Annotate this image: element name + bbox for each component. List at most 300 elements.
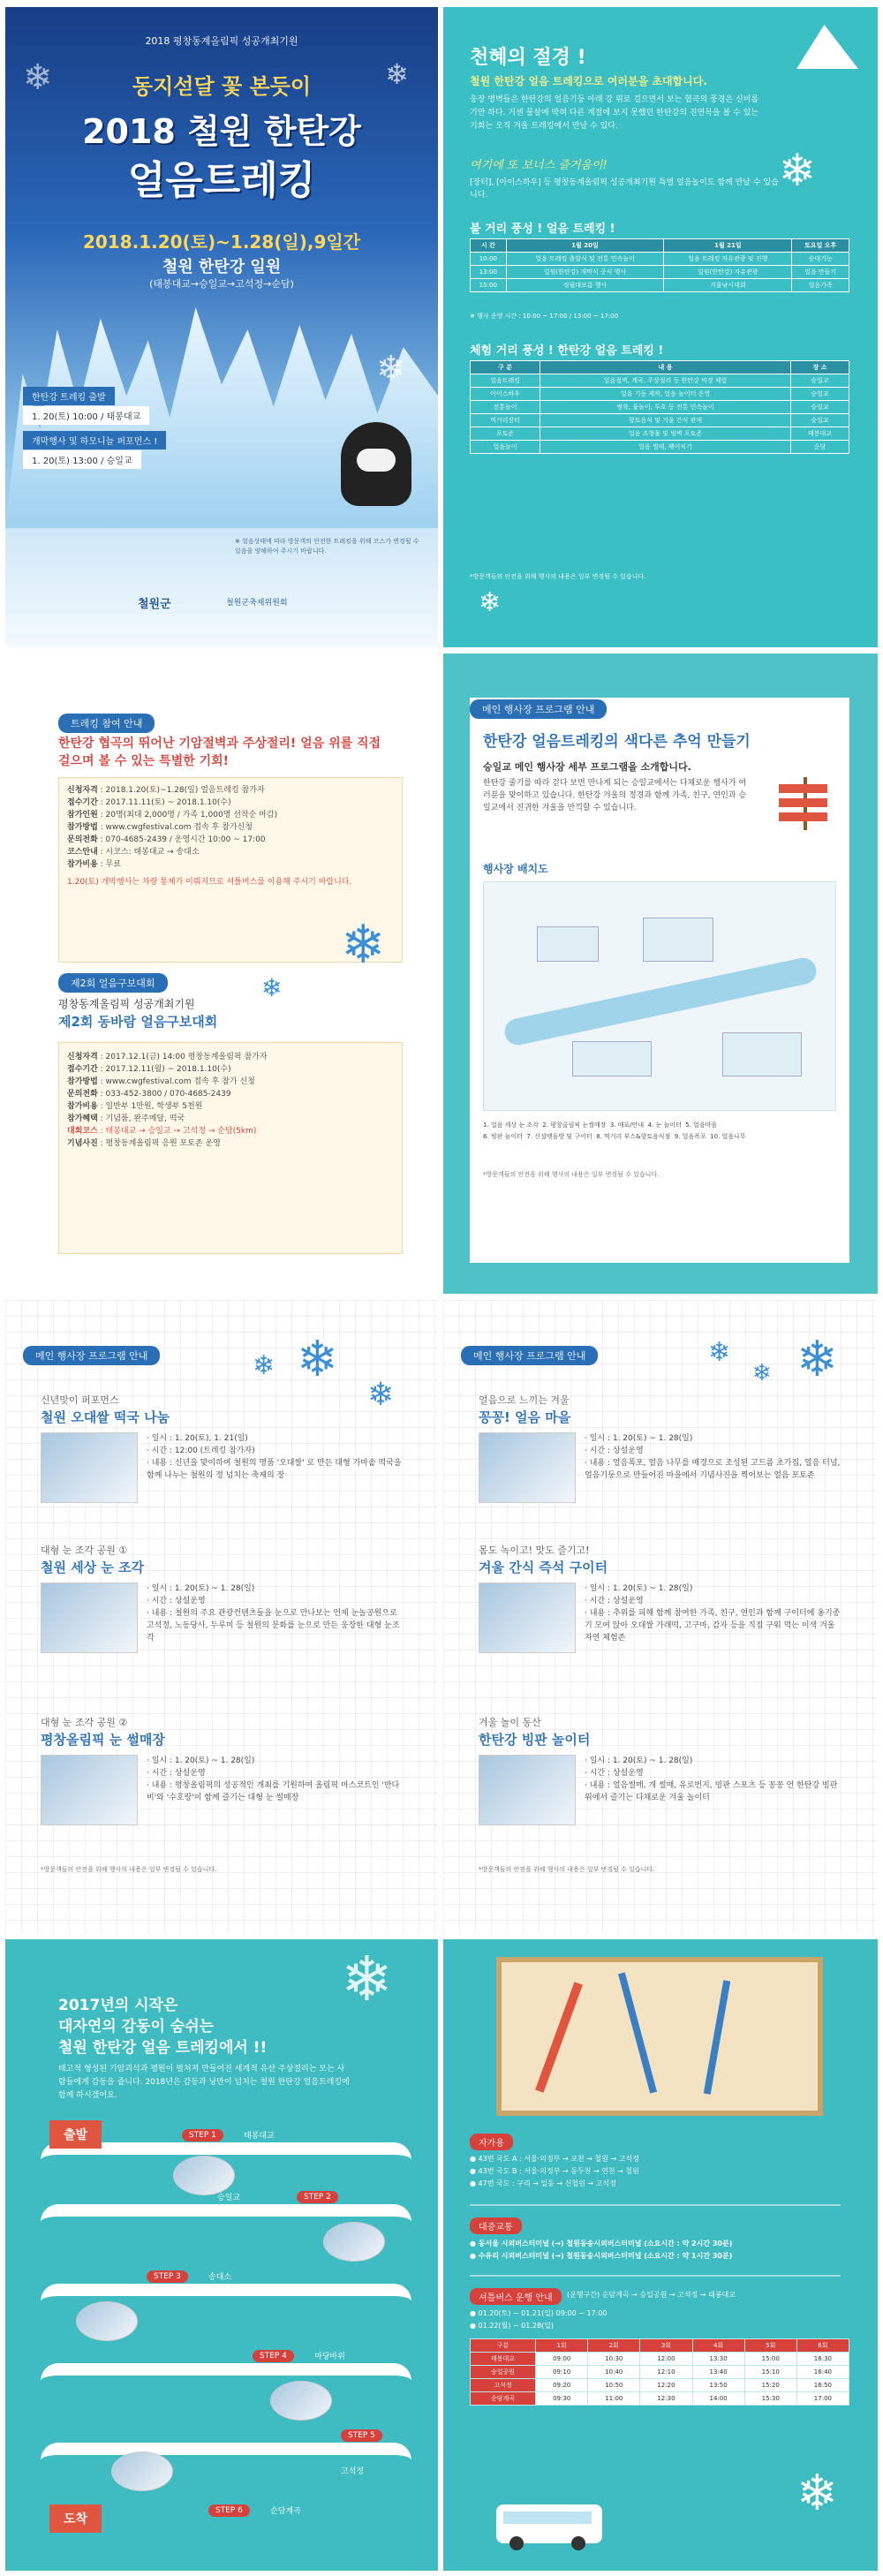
program-head-cell: 내 용 — [540, 361, 791, 374]
table-cell: 10:00 — [471, 253, 507, 266]
schedule-head-cell: 1월 20일 — [506, 239, 664, 253]
contest-row: 참가방법 : www.cwgfestival.com 접속 후 참가신청 — [67, 823, 253, 832]
events-left-tag-wrap — [23, 1346, 160, 1365]
shuttle-head-cell: 4회 — [692, 2339, 744, 2353]
event-line: · 내용 : 추위를 피해 함께 참여한 가족, 친구, 연인과 함께 구이터에 옹기종기 모여 앉아 오대쌀 가래떡, 고구마, 감자 등을 직접 구워 먹는 이색 겨울 자연 체험존 — [585, 1609, 841, 1643]
contest-row-label: 문의전화 — [67, 835, 98, 844]
schedule-head-cell: 1월 21일 — [664, 239, 792, 253]
event-line: · 내용 : 얼음썰매, 개 썰매, 유로번지, 빙판 스포츠 등 꽁꽁 언 한탄강 빙판 위에서 즐기는 다채로운 겨울 놀이터 — [585, 1781, 838, 1802]
table-cell: 승일교 — [790, 401, 849, 414]
cover-date: 2018.1.20(토)~1.28(일),9일간 — [82, 231, 361, 253]
bear-face — [357, 449, 396, 472]
site-map — [483, 881, 836, 1111]
cover-place: 철원 한탄강 일원 — [162, 258, 282, 276]
event-line: · 시간 : 상설운영 — [585, 1447, 644, 1455]
contest2-row-label: 기념사진 — [67, 1139, 98, 1148]
legend-item: 8. 먹거리 부스&향토음식점 — [596, 1133, 671, 1140]
legend-item: 7. 신설맷돌방 및 구이터 — [526, 1133, 592, 1140]
info-panel — [443, 1939, 878, 2571]
road-line — [618, 1972, 657, 2093]
contest2-row-label: 참가혜택 — [67, 1114, 98, 1123]
program-title: 체험 거리 풍성 ! 한탄강 얼음 트레킹 ! — [470, 344, 664, 358]
program-note: *방문객들의 안전을 위해 행사의 내용은 일부 변경될 수 있습니다. — [470, 573, 646, 580]
event-photo — [41, 1583, 138, 1653]
program-head-cell: 구 분 — [471, 361, 540, 374]
events-left-tag: 메인 행사장 프로그램 안내 — [23, 1346, 160, 1365]
cover-top-caption: 2018 평창동계올림픽 성공개최기원 — [145, 35, 298, 47]
route-step: STEP 5 — [341, 2429, 382, 2442]
legend-item: 9. 얼음폭포 — [674, 1133, 706, 1140]
event-line: · 시간 : 12:00 (트레킹 참가자) — [147, 1447, 255, 1455]
ceremony-label: 개막행사 및 하모니늘 퍼포먼스 ! — [23, 431, 166, 449]
table-cell: 17:00 — [796, 2392, 849, 2406]
shuttle-table — [470, 2338, 849, 2406]
route-start: 출발 — [49, 2120, 102, 2149]
host-logo-committee: 철원군축제위원회 — [226, 599, 288, 608]
table-cell: 쌍륙, 윷놀이, 투호 등 전통 민속놀이 — [540, 401, 791, 414]
route-photo — [111, 2451, 173, 2491]
table-row — [471, 253, 849, 266]
contest-headline: 한탄강 협곡의 뛰어난 기암절벽과 주상절리! 얼음 위를 직접 걸으며 볼 수 있는 특별한 기회! — [58, 737, 381, 768]
event-line: · 일시 : 1. 20(토) ~ 1. 28(일) — [585, 1584, 693, 1593]
ceremony-detail: 1. 20(토) 13:00 / 승일교 — [23, 450, 141, 469]
table-cell: 먹거리장터 — [471, 414, 540, 427]
legend-item: 6. 빙판 놀이터 — [483, 1133, 523, 1140]
contest2-row-value: 일반부 1만원, 학생부 5천원 — [105, 1102, 203, 1111]
legend-item: 5. 얼음마을 — [685, 1122, 718, 1129]
contest2-row-label: 접수기간 — [67, 1065, 98, 1074]
table-row — [471, 427, 849, 441]
event-line: · 시간 : 상설운영 — [585, 1769, 644, 1778]
direction-title: 자가용 — [470, 2134, 513, 2150]
contest-tag2-wrap — [58, 973, 168, 993]
shuttle-period: ● 01.20(토) ~ 01.21(일) 09:00 ~ 17:00 — [470, 2309, 608, 2317]
route-photo — [173, 2156, 235, 2195]
schedule-head-cell: 토요일 오후 — [792, 239, 849, 253]
table-cell: 얼음가족 — [792, 279, 849, 292]
contest2-row: 참가방법 : www.cwgfestival.com 접속 후 참가 신청 — [67, 1077, 255, 1086]
table-cell: 12:30 — [640, 2392, 692, 2406]
event-kicker: 대형 눈 조각 공원 ② — [41, 1717, 128, 1728]
event-line: · 내용 : 얼음폭포, 얼음 나무를 배경으로 조성된 고드름 초가집, 얼음 터널, 얼음기둥으로 만들어진 마을에서 기념사진을 찍어보는 얼음 포토존 — [585, 1459, 841, 1480]
route-photo — [323, 2222, 385, 2262]
table-cell: 09:30 — [536, 2392, 588, 2406]
map-body: 한탄강 줄기를 따라 걷다 보면 만나게 되는 승일교에서는 다채로운 행사가 여러분을 맞이하고 있습니다. 한탄강 겨울의 정경과 함께 가족, 친구, 연인과 승일교에서 진귀한 겨울을 만끽할 수 있습니다. — [483, 779, 747, 812]
event-line: · 일시 : 1. 20(토) ~ 1. 28(일) — [147, 1584, 255, 1593]
contest2-row-value: 기념품, 완주메달, 떡국 — [105, 1114, 185, 1123]
route-step: STEP 3 — [147, 2270, 188, 2283]
table-cell: 10:40 — [588, 2366, 640, 2379]
route-headline2: 대자연의 감동이 숨쉬는 — [58, 2018, 215, 2036]
event-title: 겨울 간식 즉석 구이터 — [479, 1560, 608, 1575]
contest-tag1: 트레킹 참여 안내 — [58, 714, 155, 733]
route-spot: 순담계곡 — [270, 2507, 301, 2516]
snowflake-icon: ❄ — [779, 145, 816, 196]
event-line: · 일시 : 1. 20(토) ~ 1. 28(일) — [585, 1756, 693, 1765]
table-cell: 얼음놀이 — [471, 441, 540, 454]
route-spot: 마당바위 — [314, 2353, 345, 2361]
contest2-row-label: 문의전화 — [67, 1090, 98, 1099]
event-line: · 내용 : 신년을 맞이하여 철원의 명품 '오대쌀' 로 만든 대형 가마솥 떡국을 함께 나누는 철원의 정 넘치는 축제의 장 — [147, 1459, 402, 1480]
table-row — [471, 374, 849, 388]
contest-row: 코스안내 : 시코스: 태봉대교 → 송대소 — [67, 848, 200, 857]
event-line: · 일시 : 1. 20(토), 1. 21(일) — [147, 1434, 248, 1443]
snowflake-icon: ❄ — [341, 1943, 393, 2015]
intro-cursive: 여기에 또 보너스 즐거움이! — [470, 159, 608, 172]
cover-title-line2: 얼음트레킹 — [127, 158, 316, 203]
table-row — [471, 2366, 849, 2379]
table-cell: 15:10 — [744, 2366, 796, 2379]
snowflake-icon: ❄ — [261, 973, 283, 1002]
shuttle-head-cell: 2회 — [588, 2339, 640, 2353]
table-cell: 13:40 — [692, 2366, 744, 2379]
table-cell: 15:20 — [744, 2379, 796, 2392]
table-cell: 고석정 — [471, 2379, 536, 2392]
contest-row-label: 참가인원 — [67, 811, 98, 820]
contest2-row: 접수기간 : 2017.12.11(월) ~ 2018.1.10(수) — [67, 1065, 231, 1074]
event-line: · 일시 : 1. 20(토) ~ 1. 28(일) — [585, 1434, 693, 1443]
map-zone — [537, 926, 599, 962]
program-head-cell: 장 소 — [790, 361, 849, 374]
schedule-table — [470, 238, 849, 292]
table-cell: 얼음절벽, 계곡, 주상절리 등 한탄강 비경 체험 — [540, 374, 791, 388]
shuttle-head-cell: 구분 — [471, 2339, 536, 2353]
contest-row-value: 20명(최대 2,000명 / 가족 1,000명 선착순 마감) — [105, 811, 278, 820]
schedule-title: 불 거리 풍성 ! 얼음 트레킹 ! — [470, 223, 615, 236]
route-panel — [5, 1939, 438, 2571]
hours-note: ※ 행사 운영 시간 : 10:00 ~ 17:00 / 13:00 ~ 17:00 — [470, 313, 619, 320]
table-cell: 향토음식 및 겨울 간식 판매 — [540, 414, 791, 427]
event-photo — [479, 1583, 576, 1653]
table-cell: 10:50 — [588, 2379, 640, 2392]
contest-row-value: 시코스: 태봉대교 → 송대소 — [105, 848, 200, 857]
table-row — [471, 414, 849, 427]
region-map-board — [496, 1957, 823, 2116]
table-cell: 10:30 — [588, 2353, 640, 2366]
route-step: STEP 1 — [182, 2129, 223, 2142]
event-details — [147, 1755, 403, 1804]
cover-note: ※ 얼음상태에 따라 방문객의 안전한 트레킹을 위해 코스가 변경될 수 있음을 양해하여 주시기 바랍니다. — [235, 538, 419, 555]
program-table — [470, 360, 849, 454]
table-row — [471, 441, 849, 454]
table-cell: 포토존 — [471, 427, 540, 441]
table-cell: 정월대보름 행사 — [506, 279, 664, 292]
map-section-title: 행사장 배치도 — [483, 863, 548, 875]
event-line: · 일시 : 1. 20(토) ~ 1. 28(일) — [147, 1756, 255, 1765]
direction-line: ● 47번 국도 : 구리 → 일동 → 신철원 → 고석정 — [470, 2179, 616, 2187]
intro-subhead: 철원 한탄강 얼음 트레킹으로 여러분을 초대합니다. — [470, 75, 707, 87]
table-cell: 16:50 — [796, 2379, 849, 2392]
route-headline1: 2017년의 시작은 — [58, 1997, 178, 2014]
event-kicker: 신년맞이 퍼포먼스 — [41, 1394, 119, 1406]
table-cell: 얼음 트레킹 출발식 및 전통 민속놀이 — [506, 253, 664, 266]
contest-row-value: 2017.11.11(토) ~ 2018.1.10(수) — [105, 798, 231, 807]
legend-item: 1. 얼음 세상 눈 조각 — [483, 1122, 539, 1129]
route-spot: 승일교 — [217, 2194, 241, 2202]
snowflake-icon: ❄ — [367, 1377, 395, 1413]
legend-item: 3. 매표/안내 — [609, 1122, 645, 1129]
table-cell: 16:40 — [796, 2366, 849, 2379]
contest-row-value: www.cwgfestival.com 접속 후 참가신청 — [105, 823, 253, 832]
contest-headline2: 평창동계올림픽 성공개최기원 — [58, 998, 195, 1010]
contest2-row-label: 대회코스 — [67, 1127, 98, 1136]
events-right-note: *방문객들의 안전을 위해 행사의 내용은 일부 변경될 수 있습니다. — [479, 1866, 655, 1873]
event-photo — [479, 1755, 576, 1825]
contest2-rows — [67, 1051, 394, 1150]
events-right-panel — [443, 1300, 878, 1934]
contest2-row-label: 참가방법 — [67, 1077, 98, 1086]
opening-label: 한탄강 트레킹 출발 — [23, 387, 115, 405]
snowflake-icon: ❄ — [385, 57, 409, 91]
table-cell: 얼음 만들기 — [792, 266, 849, 279]
table-cell: 13:00 — [471, 266, 507, 279]
event-line: · 시간 : 상설운영 — [147, 1597, 206, 1605]
bus-line: ● 수유리 시외버스터미널 (→) 철원동송시외버스터미널 (소요시간 : 약 1시간 30분) — [470, 2252, 733, 2260]
shuttle-head-cell: 3회 — [640, 2339, 692, 2353]
contest2-row-value: 태봉대교 → 승일교 → 고석정 → 순담(5km) — [105, 1127, 257, 1136]
events-left-panel — [5, 1300, 438, 1934]
table-cell: 일원(한탄강) 개막식 공식 행사 — [506, 266, 664, 279]
contest2-row-value: 평창동계올림픽 응원 포토존 운영 — [105, 1139, 221, 1148]
event-kicker: 대형 눈 조각 공원 ① — [41, 1545, 128, 1556]
table-row — [471, 2392, 849, 2406]
event-kicker: 얼음으로 느끼는 겨울 — [479, 1394, 570, 1406]
table-cell: 09:20 — [536, 2379, 588, 2392]
contest-row-label: 코스안내 — [67, 848, 98, 857]
bus-lines — [470, 2238, 849, 2262]
intro-extra: [장터], [아이스하우] 등 평창동계올림픽 성공개최기원 특별 얼음놀이도 함께 만날 수 있습니다. — [470, 178, 779, 200]
contest-panel — [5, 653, 438, 1294]
road-line — [704, 1980, 730, 2094]
route-end: 도착 — [49, 2504, 102, 2533]
map-panel — [443, 653, 878, 1294]
contest2-row: 신청자격 : 2017.12.1(금) 14:00 평창동계올림픽 참가자 — [67, 1053, 268, 1061]
snowflake-icon: ❄ — [796, 1331, 838, 1388]
contest2-row: 문의전화 : 033-452-3800 / 070-4685-2439 — [67, 1090, 231, 1099]
table-cell: 13:30 — [692, 2353, 744, 2366]
route-spot: 태봉대교 — [244, 2132, 275, 2141]
table-cell: 얼음 썰매, 팽이치기 — [540, 441, 791, 454]
schedule-head-cell: 시 간 — [471, 239, 507, 253]
event-title: 꽁꽁! 얼음 마을 — [479, 1409, 571, 1425]
contest-row-label: 접수기간 — [67, 798, 98, 807]
table-cell: 15:30 — [744, 2392, 796, 2406]
table-row — [471, 388, 849, 401]
shuttle-head-cell: 5회 — [744, 2339, 796, 2353]
table-cell: 얼음트레킹 — [471, 374, 540, 388]
shuttle-title: 셔틀버스 운행 안내 — [470, 2288, 562, 2305]
contest-highlight: 1.20(토) 개막행사는 차량 통제가 이뤄지므로 셔틀버스를 이용해 주시기 바랍니다. — [67, 878, 352, 887]
contest-row-value: 무료 — [105, 860, 121, 869]
route-step: STEP 2 — [297, 2191, 338, 2203]
snowflake-icon: ❄ — [297, 1331, 338, 1388]
route-step: STEP 4 — [253, 2350, 294, 2362]
bus-line: ● 동서울 시외버스터미널 (→) 철원동송시외버스터미널 (소요시간 : 약 2시간 30분) — [470, 2240, 733, 2247]
snowflake-icon: ❄ — [479, 587, 502, 618]
contest2-row-value: 2017.12.1(금) 14:00 평창동계올림픽 참가자 — [105, 1053, 268, 1061]
shuttle-head-cell: 1회 — [536, 2339, 588, 2353]
intro-headline: 천혜의 절경 ! — [470, 47, 586, 69]
snowflake-icon: ❄ — [341, 914, 386, 976]
table-cell: 태봉대교 — [790, 427, 849, 441]
event-title: 철원 세상 눈 조각 — [41, 1560, 145, 1575]
table-cell: 전통놀이 — [471, 401, 540, 414]
contest-row: 참가인원 : 20명(최대 2,000명 / 가족 1,000명 선착순 마감) — [67, 811, 278, 820]
snowflake-icon: ❄ — [796, 2465, 838, 2522]
events-left-note: *방문객들의 안전을 위해 행사의 내용은 일부 변경될 수 있습니다. — [41, 1866, 217, 1873]
event-line: · 내용 : 평창올림픽의 성공적인 개최를 기원하여 올림픽 마스코트인 '반다비'와 '수호랑'이 함께 즐기는 대형 눈 썰매장 — [147, 1781, 400, 1802]
contest-row-label: 참가방법 — [67, 823, 98, 832]
table-cell: 09:10 — [536, 2366, 588, 2379]
legend-item: 4. 눈 놀이터 — [647, 1122, 682, 1129]
table-row — [471, 2379, 849, 2392]
event-kicker: 겨울 놀이 동산 — [479, 1717, 541, 1728]
table-cell: 15:00 — [744, 2353, 796, 2366]
map-zone — [643, 918, 713, 962]
contest2-row-value: 033-452-3800 / 070-4685-2439 — [105, 1090, 231, 1099]
contest2-row-label: 참가비용 — [67, 1102, 98, 1111]
event-photo — [41, 1755, 138, 1825]
route-photo — [76, 2301, 138, 2341]
event-details — [147, 1432, 403, 1482]
table-cell: 12:10 — [640, 2366, 692, 2379]
table-cell: 순담 — [790, 441, 849, 454]
contest2-row: 대회코스 : 태봉대교 → 승일교 → 고석정 → 순담(5km) — [67, 1127, 257, 1136]
contest-row-value: 2018.1.20(토)~1.28(일) 얼음트레킹 참가자 — [105, 786, 265, 795]
opening-detail: 1. 20(토) 10:00 / 태봉대교 — [23, 406, 149, 425]
contest-row-label: 참가비용 — [67, 860, 98, 869]
divider — [470, 2204, 841, 2206]
table-cell: 승일교 — [790, 414, 849, 427]
event-title: 철원 오대쌀 떡국 나눔 — [41, 1409, 170, 1425]
direction-line: ● 43번 국도 B : 서울·의정부 → 동두천 → 연천 → 철원 — [470, 2167, 639, 2175]
cover-route: (태봉대교→승일교→고석정→순담) — [149, 278, 294, 290]
table-cell: 승대기능 — [792, 253, 849, 266]
shuttle-route: (운행구간) 순담계곡 → 승일공원 → 고석정 → 태봉대교 — [567, 2291, 736, 2299]
shuttle-period2: ● 01.22(월) ~ 01.28(일) — [470, 2322, 555, 2330]
table-cell: 태봉대교 — [471, 2353, 536, 2366]
road-line — [535, 1982, 583, 2093]
signpost-icon — [779, 777, 832, 830]
map-title: 한탄강 얼음트레킹의 색다른 추억 만들기 — [483, 733, 751, 751]
event-photo — [41, 1432, 138, 1503]
table-cell: 아이스하우 — [471, 388, 540, 401]
map-legend — [483, 1120, 836, 1143]
table-cell: 일원(한탄강) 자유관광 — [664, 266, 792, 279]
contest-row-value: 070-4685-2439 / 운영시간 10:00 ~ 17:00 — [105, 835, 266, 844]
intro-panel — [443, 7, 878, 647]
contest2-row: 참가비용 : 일반부 1만원, 학생부 5천원 — [67, 1102, 203, 1111]
snowflake-icon: ❄ — [708, 1337, 731, 1368]
contest-row: 참가비용 : 무료 — [67, 860, 121, 869]
divider — [470, 2275, 841, 2277]
contest-tag2: 제2회 얼음구보대회 — [58, 973, 168, 993]
route-step: STEP 6 — [208, 2504, 250, 2517]
route-photo — [270, 2381, 332, 2421]
contest-row: 접수기간 : 2017.11.11(토) ~ 2018.1.10(수) — [67, 798, 231, 807]
table-cell: 14:00 — [692, 2392, 744, 2406]
contest2-row: 참가혜택 : 기념품, 완주메달, 떡국 — [67, 1114, 185, 1123]
contest2-row-label: 신청자격 — [67, 1053, 98, 1061]
events-right-tag-wrap — [461, 1346, 598, 1365]
table-row — [471, 2353, 849, 2366]
table-cell: 12:00 — [640, 2353, 692, 2366]
table-cell: 12:20 — [640, 2379, 692, 2392]
contest-rows — [67, 784, 394, 888]
event-details — [585, 1432, 841, 1482]
table-cell: 15:00 — [471, 279, 507, 292]
table-row — [471, 266, 849, 279]
table-cell: 승일공원 — [471, 2366, 536, 2379]
event-kicker: 몸도 녹이고! 맛도 즐기고! — [479, 1545, 590, 1556]
legend-item: 2. 평창올림픽 눈썰매장 — [542, 1122, 607, 1129]
route-path — [41, 2363, 411, 2398]
direction-line: ● 43번 국도 A : 서울·의정부 → 포천 → 철원 → 고석정 — [470, 2155, 639, 2163]
table-row — [471, 401, 849, 414]
map-subtitle: 승일교 메인 행사장 세부 프로그램을 소개합니다. — [483, 761, 691, 773]
mountain-illustration — [796, 25, 858, 69]
events-right-tag: 메인 행사장 프로그램 안내 — [461, 1346, 598, 1365]
contest2-row-value: 2017.12.11(월) ~ 2018.1.10(수) — [105, 1065, 231, 1074]
table-row — [471, 279, 849, 292]
snowflake-icon: ❄ — [752, 1360, 772, 1386]
snowflake-icon: ❄ — [23, 57, 53, 98]
event-title: 한탄강 빙판 놀이터 — [479, 1732, 591, 1748]
snowflake-icon: ❄ — [253, 1350, 275, 1381]
map-tag-wrap — [470, 699, 607, 719]
contest2-row-value: www.cwgfestival.com 접속 후 참가 신청 — [105, 1077, 255, 1086]
bus-title: 대중교통 — [470, 2217, 522, 2234]
table-cell: 겨울낚시대회 — [664, 279, 792, 292]
table-cell: 09:00 — [536, 2353, 588, 2366]
snowflake-icon: ❄ — [376, 349, 406, 389]
table-cell: 16:30 — [796, 2353, 849, 2366]
cover-panel — [5, 7, 438, 647]
table-cell: 얼음 조형물 및 빙벽 포토존 — [540, 427, 791, 441]
event-line: · 내용 : 철원의 주요 관광컨텐츠들을 눈으로 만나보는 언제 눈놀공원으로 고석정, 노동당사, 두루미 등 철원의 문화를 눈으로 만든 웅장한 대형 눈조각 — [147, 1609, 400, 1643]
contest-headline2-sub: 제2회 동바람 얼음구보대회 — [58, 1014, 218, 1030]
contest-tag1-wrap — [58, 714, 155, 733]
legend-item: 10. 얼음나무 — [710, 1133, 746, 1140]
table-cell: 승일교 — [790, 388, 849, 401]
cover-title-line1: 2018 철원 한탄강 — [82, 112, 361, 151]
direction-lines — [470, 2153, 841, 2190]
map-tag: 메인 행사장 프로그램 안내 — [470, 699, 607, 719]
route-spot: 송대소 — [208, 2273, 232, 2282]
contest-row: 문의전화 : 070-4685-2439 / 운영시간 10:00 ~ 17:00 — [67, 835, 266, 844]
contest-row-label: 신청자격 — [67, 786, 98, 795]
intro-body: 웅장 병벽들은 한탄강의 얼음기둥 아래 강 위로 걸으면서 보는 협곡의 풍경은 신비롭기만 하다. 거센 물살에 막혀 다른 계절에 보지 못했던 한탄강의 진면목을 볼 수 있는 기회는 오직 겨울 트레킹에서 만날 수 있다. — [470, 95, 759, 131]
event-line: · 시간 : 상설운영 — [147, 1769, 206, 1778]
table-cell: 13:50 — [692, 2379, 744, 2392]
route-body: 태고적 형성된 기암괴석과 평원이 펼쳐져 만들어진 세계적 유산 주상절리는 보는 사람들에게 감동을 줍니다. 2018년은 감동과 낭만이 넘치는 철원 한탄강 얼음트레킹에 함께 하시겠어요. — [58, 2065, 350, 2100]
shuttle-head-cell: 6회 — [796, 2339, 849, 2353]
map-note: *방문객들의 안전을 위해 행사의 내용은 일부 변경될 수 있습니다. — [483, 1171, 660, 1178]
route-spot: 고석정 — [341, 2467, 365, 2476]
contest2-row: 기념사진 : 평창동계올림픽 응원 포토존 운영 — [67, 1139, 221, 1148]
event-line: · 시간 : 상설운영 — [585, 1597, 644, 1605]
table-cell: 얼음 트레킹 자유관광 및 진행 — [664, 253, 792, 266]
table-cell: 얼음 기둥 제작, 얼음 놀이터 운영 — [540, 388, 791, 401]
map-zone — [722, 1032, 802, 1076]
host-logo-cheorwon: 철원군 — [138, 598, 171, 611]
table-cell: 승일교 — [790, 374, 849, 388]
event-details — [585, 1755, 841, 1804]
event-title: 평창올림픽 눈 썰매장 — [41, 1732, 165, 1748]
shuttle-bus-illustration — [496, 2504, 602, 2543]
event-details — [147, 1583, 403, 1644]
contest-row: 신청자격 : 2018.1.20(토)~1.28(일) 얼음트레킹 참가자 — [67, 786, 265, 795]
